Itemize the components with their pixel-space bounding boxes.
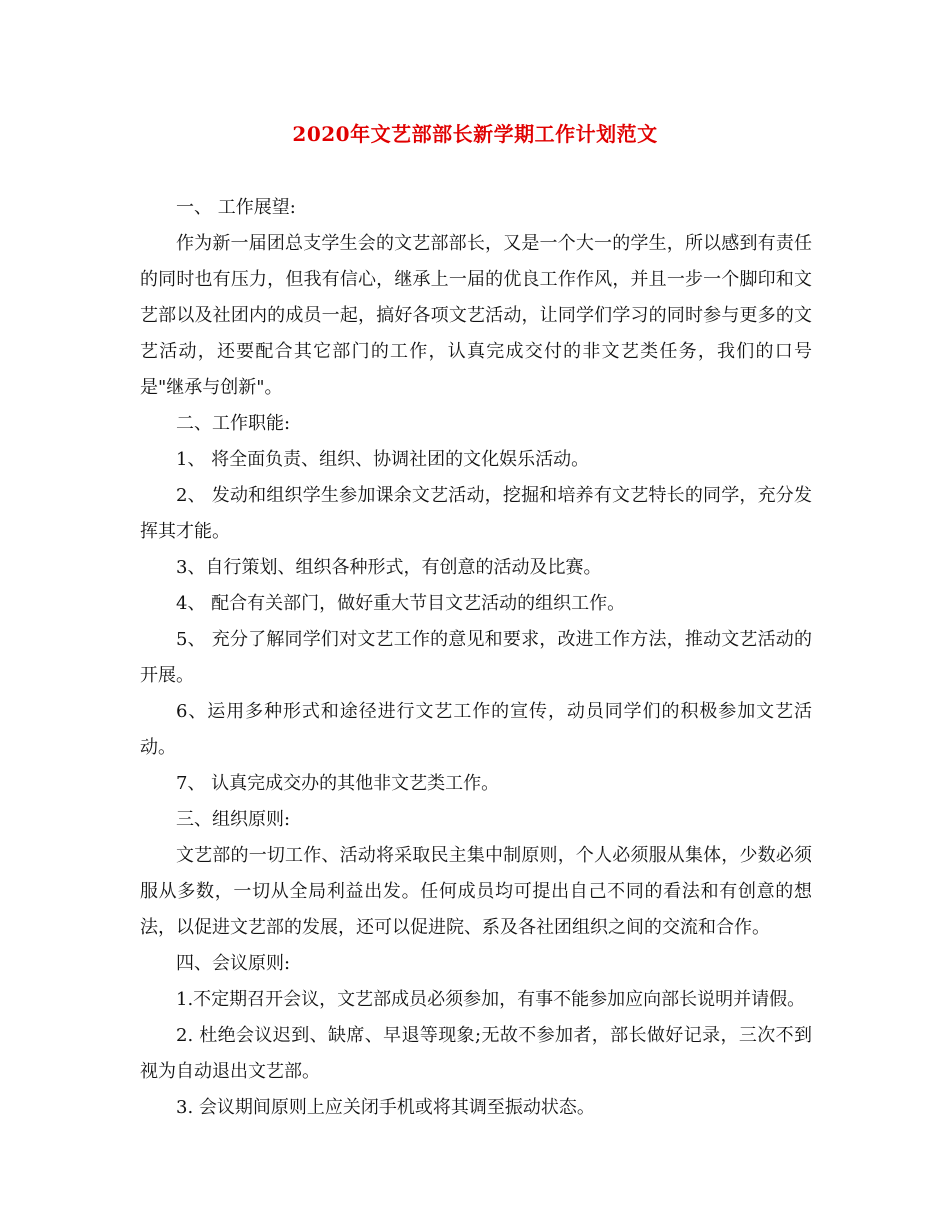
- paragraph-organization: 文艺部的一切工作、活动将采取民主集中制原则，个人必须服从集体，少数必须服从多数，一切从全局利益出发。任何成员均可提出自己不同的看法和有创意的想法，以促进文艺部的发展，还可以促进院、系及各社团组织之间的交流和合作。: [140, 845, 812, 938]
- function-item-3: 3、自行策划、组织各种形式，有创意的活动及比赛。: [176, 557, 602, 578]
- function-item-4: 4、 配合有关部门，做好重大节目文艺活动的组织工作。: [176, 593, 626, 614]
- paragraph-outlook: 作为新一届团总支学生会的文艺部部长，又是一个大一的学生，所以感到有责任的同时也有压力，但我有信心，继承上一届的优良工作作风，并且一步一个脚印和文艺部以及社团内的成员一起，搞好各项文艺活动，让同学们学习的同时参与更多的文艺活动，还要配合其它部门的工作，认真完成交付的非文艺类任务，我们的口号是"继承与创新"。: [140, 233, 812, 398]
- meeting-item-2: 2. 杜绝会议迟到、缺席、早退等现象;无故不参加者，部长做好记录，三次不到视为自动退出文艺部。: [140, 1025, 812, 1082]
- section-heading-outlook: 一、 工作展望:: [176, 197, 296, 218]
- section-heading-meetings: 四、会议原则:: [176, 953, 291, 974]
- section-heading-functions: 二、工作职能:: [176, 413, 291, 434]
- function-item-1: 1、 将全面负责、组织、协调社团的文化娱乐活动。: [176, 449, 590, 470]
- meeting-item-3: 3. 会议期间原则上应关闭手机或将其调至振动状态。: [176, 1097, 595, 1118]
- function-item-6: 6、运用多种形式和途径进行文艺工作的宣传，动员同学们的积极参加文艺活动。: [140, 701, 812, 758]
- section-heading-organization: 三、组织原则:: [176, 809, 291, 830]
- function-item-7: 7、 认真完成交办的其他非文艺类工作。: [176, 773, 500, 794]
- meeting-item-1: 1.不定期召开会议，文艺部成员必须参加，有事不能参加应向部长说明并请假。: [176, 989, 806, 1010]
- document-title: 2020年文艺部部长新学期工作计划范文: [292, 122, 658, 146]
- document-body: [140, 190, 812, 1126]
- function-item-5: 5、 充分了解同学们对文艺工作的意见和要求，改进工作方法，推动文艺活动的开展。: [140, 629, 812, 686]
- function-item-2: 2、 发动和组织学生参加课余文艺活动，挖掘和培养有文艺特长的同学，充分发挥其才能。: [140, 485, 812, 542]
